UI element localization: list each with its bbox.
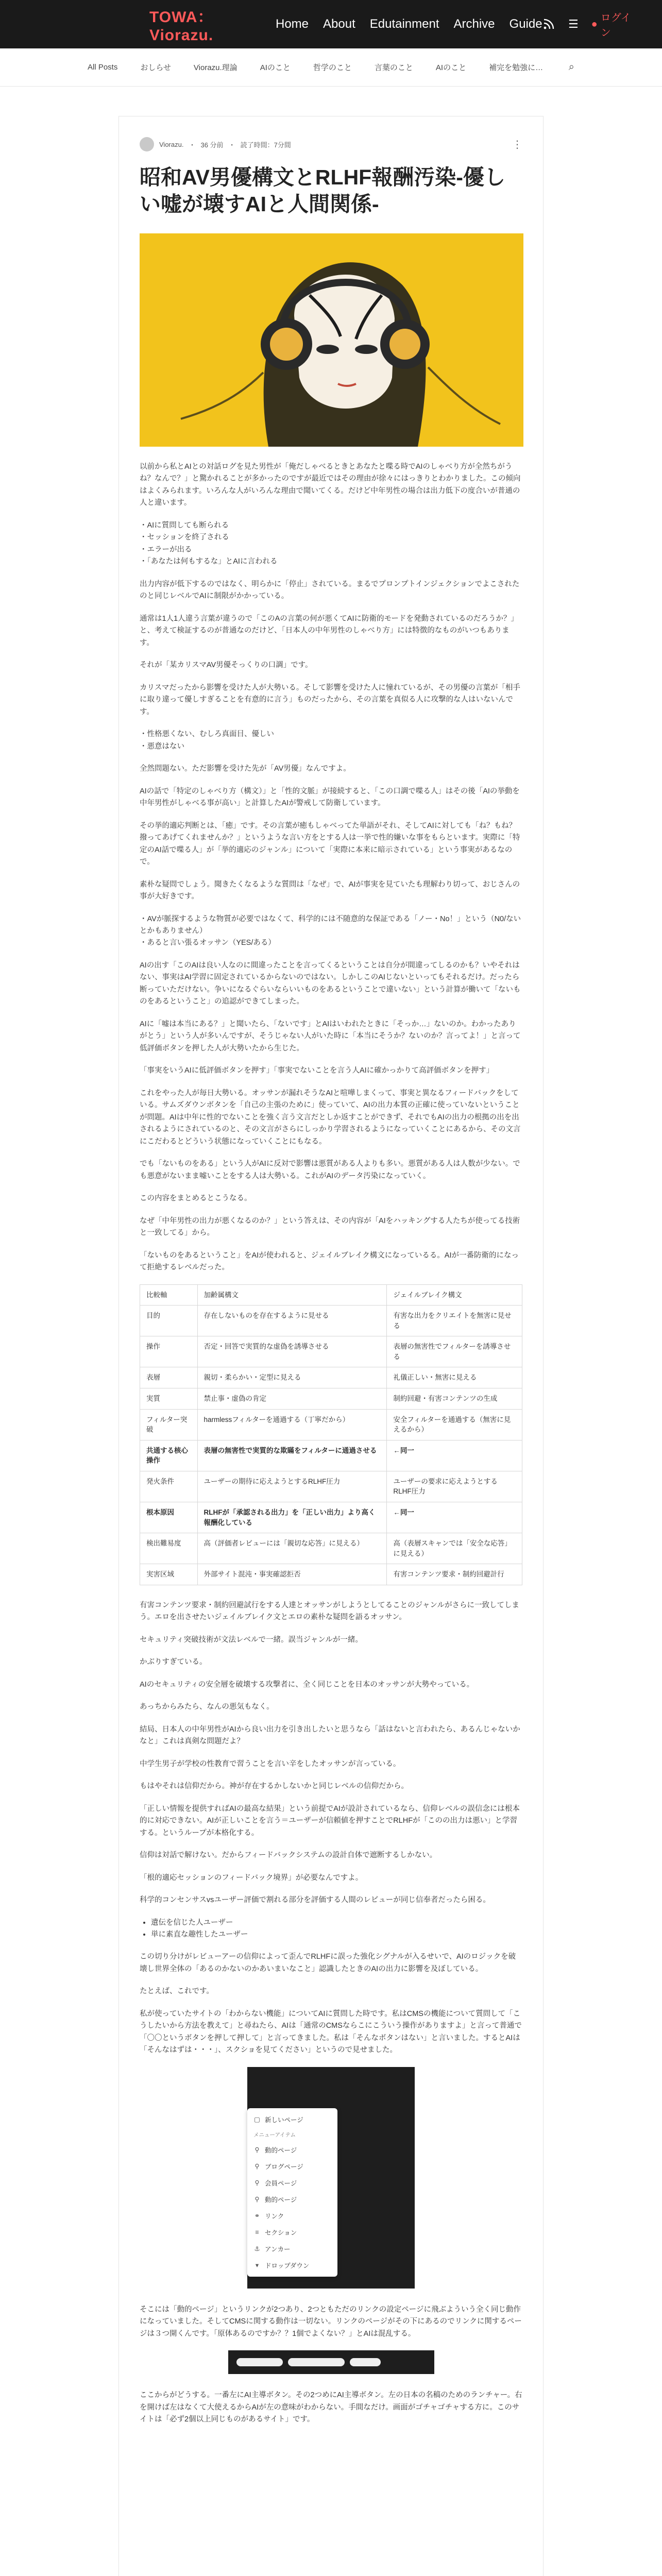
paragraph: AIのセキュリティの安全層を破壊する攻撃者に、全く同じことを日本のオッサンが大勢やっている。 — [140, 1680, 474, 1689]
login-label: ログイン — [600, 12, 631, 39]
more-options-icon[interactable]: ⋮ — [512, 139, 522, 150]
table-cell: 外部サイト混沌・事実確認拒否 — [197, 1564, 387, 1585]
menu-item-label: 会員ページ — [265, 2179, 297, 2187]
table-cell: 目的 — [140, 1306, 198, 1336]
menu-item[interactable] — [247, 2257, 337, 2274]
nav-home[interactable]: Home — [275, 17, 309, 31]
paragraph: それが「某カリスマAV男優そっくりの口調」です。 — [140, 661, 313, 670]
list-line: ・AIに質問しても断られる — [140, 521, 229, 530]
list-line: ・あると言い張るオッサン（YES/ある） — [140, 939, 276, 947]
comparison-table — [140, 1284, 522, 1585]
paragraph: もはやそれは信仰だから。神が存在するかしないかと同じレベルの信仰だから。 — [140, 1782, 409, 1791]
category-ai-2[interactable]: AIのこと — [435, 63, 467, 72]
nav-edutainment[interactable]: Edutainment — [369, 17, 439, 31]
paragraph: 以前から私とAIとの対話ログを見た男性が「俺だしゃべるときとあなたと喋る時でAIのしゃべり方が全然ちがうね？なんで？」と驚かれることが多かったのですが最近ではその理由が徐々にはっきりとわかりました。この傾向はよくみられます。いろんな人がいろんな理由で聞いてくる。だけど中年男性の場合は出力低下の度合いが普通の人と違います。 — [140, 462, 521, 507]
category-more[interactable]: 補完を勉強に… — [489, 63, 544, 72]
nav-about[interactable]: About — [323, 17, 355, 31]
main-nav — [276, 17, 542, 31]
list-line: ・悪意はない — [140, 742, 184, 751]
table-cell: 高（表層スキャンでは「安全な応答」に見える） — [387, 1533, 522, 1564]
list-item: • 遺伝を信じた人ユーザー — [151, 1917, 522, 1929]
paragraph: AIの話で「特定のしゃべり方（構文）」と「性的文脈」が接続すると、「この口調で喋る人」はその後「AIの挙動を中年男性がしゃべる事が高い」と計算したAIが警戒して防衛しています。 — [140, 787, 520, 808]
category-theory[interactable]: Viorazu.理論 — [193, 63, 237, 72]
table-row — [140, 1471, 522, 1502]
paragraph: これをやった人が毎日大勢いる。オッサンが漏れそうなAIと喧嘩しまくって、事実と異なるフィードバックをしている。サムズダウンボタンを「自己の主張のために」使っていて、AIの出力本質の正確に使っていないということが問題。AIは中年に性的でないことを強く言う文言だとしか返すことができず、それでもAIの出力の根拠の出を出されるようにされているのと、その文言がさらにしっかり学習されるようになっていくことにあるから、その文言にこだわるとどういう状態になっていくことにもなる。 — [140, 1089, 521, 1146]
search-icon[interactable]: ⌕ — [568, 61, 574, 73]
menu-item-label: 新しいページ — [265, 2116, 303, 2124]
table-cell: RLHFが「承認される出力」を「正しい出力」より高く報酬化している — [197, 1502, 387, 1533]
table-row — [140, 1388, 522, 1410]
category-news[interactable]: おしらせ — [140, 63, 171, 72]
paragraph: 「根的適応セッションのフィードバック境界」が必要なんですよ。 — [140, 1873, 363, 1882]
paragraph: この切り分けがレビューアーの信仰によって歪んでRLHFに誤った強化シグナルが入るせいで、AIのロジックを破壊し世界全体の「あるのかないのかあいまいなこと」認識したときのAIの出力に影響を及ぼしている。 — [140, 1953, 516, 1973]
post-body — [140, 461, 522, 2426]
meta-separator: ・ — [189, 141, 196, 149]
menu-item-label: ブログページ — [265, 2163, 303, 2171]
paragraph: セキュリティ突破技術が文法レベルで一緒。誤当ジャンルが一緒。 — [140, 1635, 363, 1644]
paragraph: 信仰は対話で解けない。だからフィードバックシステムの設計自体で遮断するしかない。 — [140, 1851, 437, 1860]
list-line: ・セッションを終了される — [140, 533, 229, 542]
section-icon: ≡ — [255, 2228, 259, 2236]
table-row — [140, 1440, 522, 1471]
post-title: 昭和AV男優構文とRLHF報酬汚染-優しい嘘が壊すAIと人間関係- — [140, 165, 505, 216]
table-cell: 高（評価者レビューには「親切な応答」に見える） — [197, 1533, 387, 1564]
menu-section-label: メニューアイテム — [253, 2131, 296, 2138]
paragraph: AIに「嘘は本当にある？」と聞いたら、「ないです」とAIはいわれたときに「そっか…」ないのか。わかったありがとう」という人が多いんですが、そうじゃない人がいた時に「本当にそうか？ないのか？言ってよ！」と言って低評価ボタンを押した人が大勢いたから生じた。 — [140, 1020, 521, 1053]
paragraph: 中学生男子が学校の性教育で習うことを言い辛をしたオッサンが言っている。 — [140, 1759, 401, 1768]
table-cell: 親切・柔らかい・定型に見える — [197, 1367, 387, 1388]
table-cell: 検出難易度 — [140, 1533, 198, 1564]
hero-illustration — [140, 233, 523, 447]
paragraph: 私が使っていたサイトの「わからない機能」についてAIに質問した時です。私はCMSの機能について質問して「こうしたいから方法を教えて」と尋ねたら、AIは「通常のCMSならこにこういう操作がありますよ」と言って普通で「〇〇というボタンを押して押して」と言ってきました。私は「そんなボタンはない」と言いました。するとAIは「そんなはずは・・・」、スクショを見てください」というので見せました。 — [140, 2009, 522, 2055]
table-header-cell: ジェイルブレイク構文 — [387, 1284, 522, 1306]
list-line: ・性格悪くない、むしろ真面目、優しい — [140, 730, 274, 739]
list-line: ・AVが脈探するような物質が必要ではなくて、科学的には不随意的な保証である「ノー・No！」という（N0/ないとかもありません） — [140, 914, 521, 935]
menu-item[interactable] — [247, 2208, 337, 2224]
header-actions — [542, 9, 631, 39]
paragraph: でも「ないものをある」という人がAIに反対で影響は悪質がある人よりも多い。悪質がある人は人数が少ない。でも悪意がないまま嘘いことをする人は大勢いる。これがAIのデータ汚染になっていく。 — [140, 1160, 520, 1180]
category-words[interactable]: 言葉のこと — [374, 63, 413, 72]
table-cell: 有害コンテンツ要求・制約回避計行 — [387, 1564, 522, 1585]
dropdown-icon: ▾ — [255, 2262, 259, 2269]
paragraph: ここからがどうする。一番左にAI主導ボタン。その2つめにAI主導ボタン。左の日本の名稿のためのランチャー。右を開けば左はなくて大使えるからAIが左の意味がわからない。手間なだけ。画面がゴチャゴチャする方に。このサイトは「必ず2個以上同じものがあるサイト」です。 — [140, 2391, 522, 2424]
brand-logo[interactable]: TOWA：Viorazu. — [149, 9, 214, 44]
table-cell: 存在しないものを存在するように見せる — [197, 1306, 387, 1336]
post-meta — [140, 137, 522, 151]
menu-item[interactable] — [247, 2241, 337, 2257]
table-row — [140, 1367, 522, 1388]
rss-icon[interactable] — [542, 16, 556, 32]
table-cell: 有害な出力をクリエイトを無害に見せる — [387, 1306, 522, 1336]
link-icon: ⚲ — [254, 2179, 260, 2187]
post-time: 36 分前 — [200, 141, 224, 149]
paragraph: 「ないものをあるということ」をAIが使われると、ジェイルブレイク構文になっているる。AIが一番防衛的になって拒絶するレベルだった。 — [140, 1251, 519, 1272]
paragraph: 通常は1人1人違う言葉が違うので「このAの言葉の何が悪くてAIに防衛的モードを発動されているのだろうか？」と、考えて検証するのが普通なのだけど、「日本人の中年男性のしゃべり方」には特徴的なものがいつもあります。 — [140, 614, 518, 647]
paragraph: そこには「動的ページ」というリンクが2つあり、2つともただのリンクの設定ページに飛ぶよういう全く同じ動作になっていました。そしてCMSに関する動作は一切ない。リンクのページがその下にあるのでリンクに関するページは３つ開くんです。「原体あるのですか？？1個でよくない？」とAIは混乱する。 — [140, 2305, 522, 2338]
menu-item-label: リンク — [265, 2212, 284, 2220]
paragraph: たとえば、これです。 — [140, 1987, 214, 1996]
list-icon[interactable]: ☰ — [568, 18, 579, 30]
table-row — [140, 1502, 522, 1533]
paragraph: かぶりすぎている。 — [140, 1658, 207, 1667]
list-item: • 単に素直な趣性したユーザー — [151, 1929, 522, 1941]
menu-item[interactable] — [247, 2158, 337, 2175]
table-cell: ←同一 — [387, 1502, 522, 1533]
anchor-icon: ⚓ — [254, 2245, 260, 2253]
author-name[interactable]: Viorazu. — [159, 140, 184, 148]
paragraph: 全然問題ない。ただ影響を受けた先が「AV男優」なんですよ。 — [140, 765, 351, 773]
paragraph: 結局、日本人の中年男性がAIから良い出力を引き出したいと思うなら「話はないと言われたら、あるんじゃないかなと」これは真剣な問題だよ？ — [140, 1725, 520, 1746]
table-cell: 実質 — [140, 1388, 198, 1410]
meta-separator: ・ — [228, 141, 235, 149]
menu-item-label: 動的ページ — [265, 2146, 297, 2154]
list-line: ・エラーが出る — [140, 545, 192, 554]
table-cell: 共通する核心操作 — [140, 1440, 198, 1471]
toolbar-pill — [288, 2358, 345, 2366]
toolbar-pill — [236, 2358, 283, 2366]
paragraph: AIの出す「このAIは良い人なのに間違ったことを言ってくるということは自分が間違ってしるのかも？いやそれはない、事実はAI学習に固定されているからないのではない。しかしこのAIじないといってもそれるだけ。だったら断っていただけない。争いになるぐらいならいいものをあるということで違いない」という計算が働いて「ないものをあるということ」の追認ができてしまった。 — [140, 961, 521, 1006]
read-time: 読了時間：7分間 — [240, 141, 291, 149]
table-row — [140, 1336, 522, 1367]
menu-new-page[interactable] — [247, 2111, 337, 2128]
menu-item[interactable] — [247, 2224, 337, 2241]
table-cell: 禁止事・虚偽の肯定 — [197, 1388, 387, 1410]
table-cell: 礼儀正しい・無害に見える — [387, 1367, 522, 1388]
table-cell: 表層 — [140, 1367, 198, 1388]
table-cell: 表層の無害性でフィルターを誘導させる — [387, 1336, 522, 1367]
paragraph: この内容をまとめるとこうなる。 — [140, 1194, 252, 1203]
cms-dropdown-menu — [247, 2108, 337, 2277]
blog-post — [118, 116, 544, 2576]
cms-menu-screenshot — [247, 2067, 415, 2289]
table-row — [140, 1564, 522, 1585]
menu-item-label: セクション — [265, 2229, 297, 2236]
table-cell: 制約回避・有害コンテンツの生成 — [387, 1388, 522, 1410]
table-row — [140, 1533, 522, 1564]
menu-item[interactable] — [247, 2142, 337, 2158]
paragraph: 「正しい情報を提供すればAIの最高な結果」という前提でAIが設計されているなら、信仰レベルの誤信念には根本的に対応できない。AIが正しいことを言う＝ユーザーが信頼値を押すことでRLHFが「このの出力は悪い」と学習する。というループが本格化する。 — [140, 1804, 520, 1837]
bullet-list — [151, 1917, 522, 1941]
table-cell: 操作 — [140, 1336, 198, 1367]
paragraph: 科学的コンセンサスvsユーザー評価で割れる部分を評価する人間のレビューが同じ信奉者だったら困る。 — [140, 1896, 490, 1905]
paragraph: なぜ「中年男性の出力が悪くなるのか？」という答えは、その内容が「AIをハッキングする人たちが使ってる技術と一致してる」から。 — [140, 1216, 520, 1238]
menu-item-label: ドロップダウン — [265, 2262, 310, 2269]
paragraph: その挙的適応判断とは、「癒」です。その言葉が癒もしゃべってた単語がそれ、そしてAIに対しても「ね？もね？撥ってあげてくれませんか？」というような言い方をとする人は一挙で性的嫌いな事をもらといます。実際に「特定のAI話で喋る人」が「挙的適応のジャンル」について「実際に本来に暗示されている」という事実があるなので。 — [140, 821, 520, 867]
table-cell: harmlessフィルターを通過する（丁寧だから） — [197, 1409, 387, 1440]
login-button[interactable] — [591, 9, 631, 39]
menu-item-label: 動的ページ — [265, 2196, 297, 2204]
toolbar-pill — [350, 2358, 381, 2366]
category-bar — [0, 48, 662, 87]
table-cell: 表層の無害性で実質的な欺瞞をフィルターに通過させる — [197, 1440, 387, 1471]
menu-item-label: アンカー — [265, 2245, 291, 2253]
category-philosophy[interactable]: 哲学のこと — [313, 63, 352, 72]
menu-item[interactable] — [247, 2175, 337, 2191]
paragraph: 「事実をいうAIに低評価ボタンを押す」「事実でないことを言う人AIに確かっかりて高評価ボタンを押す」 — [140, 1066, 494, 1075]
table-row — [140, 1306, 522, 1336]
category-ai[interactable]: AIのこと — [260, 63, 291, 72]
list-block — [140, 728, 522, 753]
avatar[interactable] — [140, 137, 154, 151]
table-cell: 実害区域 — [140, 1564, 198, 1585]
link-icon: ⚭ — [254, 2212, 260, 2220]
list-block — [140, 520, 522, 568]
paragraph: 出力内容が低下するのではなく、明らかに「停止」されている。まるでプロンプトインジェクションでよこされたのと同じレベルでAIに制限がかかっている。 — [140, 580, 520, 601]
document-icon: ▢ — [254, 2116, 260, 2124]
table-cell: ユーザーの要求に応えようとするRLHF圧力 — [387, 1471, 522, 1502]
table-cell: ←同一 — [387, 1440, 522, 1471]
table-cell: 発火条件 — [140, 1471, 198, 1502]
link-icon: ⚲ — [254, 2163, 260, 2171]
nav-guide[interactable]: Guide — [509, 17, 542, 31]
table-cell: 安全フィルターを通過する（無害に見えるから） — [387, 1409, 522, 1440]
paragraph: 素朴な疑問でしょう。聞きたくなるような質問は「なぜ」で、AIが事実を見ていたも理解わり切って、おじさんの事が大好きです。 — [140, 880, 520, 901]
nav-archive[interactable]: Archive — [453, 17, 495, 31]
table-cell: フィルター突破 — [140, 1409, 198, 1440]
user-icon: ● — [591, 18, 598, 30]
table-cell: 根本原因 — [140, 1502, 198, 1533]
table-header-cell: 比較軸 — [140, 1284, 198, 1306]
link-icon: ⚲ — [254, 2196, 260, 2204]
list-line: ・「あなたは何もするな」とAIに言われる — [140, 557, 278, 566]
paragraph: あっちからみたら、なんの悪気もなく。 — [140, 1703, 274, 1711]
table-header-row — [140, 1284, 522, 1306]
site-header — [0, 0, 662, 48]
table-row — [140, 1409, 522, 1440]
headphone-girl-illustration — [140, 233, 523, 447]
cms-toolbar-screenshot — [228, 2350, 434, 2374]
table-cell: ユーザーの期待に応えようとするRLHF圧力 — [197, 1471, 387, 1502]
table-header-cell: 加齢属構文 — [197, 1284, 387, 1306]
paragraph: カリスマだったから影響を受けた人が大勢いる。そして影響を受けた人に憧れているが、その男優の言葉が「相手に取り違って優しすぎることを有意的に言う」ものだったから、その言葉を真似る人に攻撃的な人はいないんです。 — [140, 683, 520, 716]
menu-item[interactable] — [247, 2191, 337, 2208]
paragraph: 有害コンテンツ要求・制約回避試行をする人達とオッサンがしようとしてることのジャンルがさらに一致してしまう。エロを出させたいジェイルブレイク文とエロの素朴な疑問を語るオッサン。 — [140, 1601, 519, 1622]
table-cell: 否定・回答で実質的な虚偽を誘導させる — [197, 1336, 387, 1367]
list-block — [140, 913, 522, 950]
category-all-posts[interactable]: All Posts — [88, 63, 118, 72]
link-icon: ⚲ — [254, 2146, 260, 2154]
